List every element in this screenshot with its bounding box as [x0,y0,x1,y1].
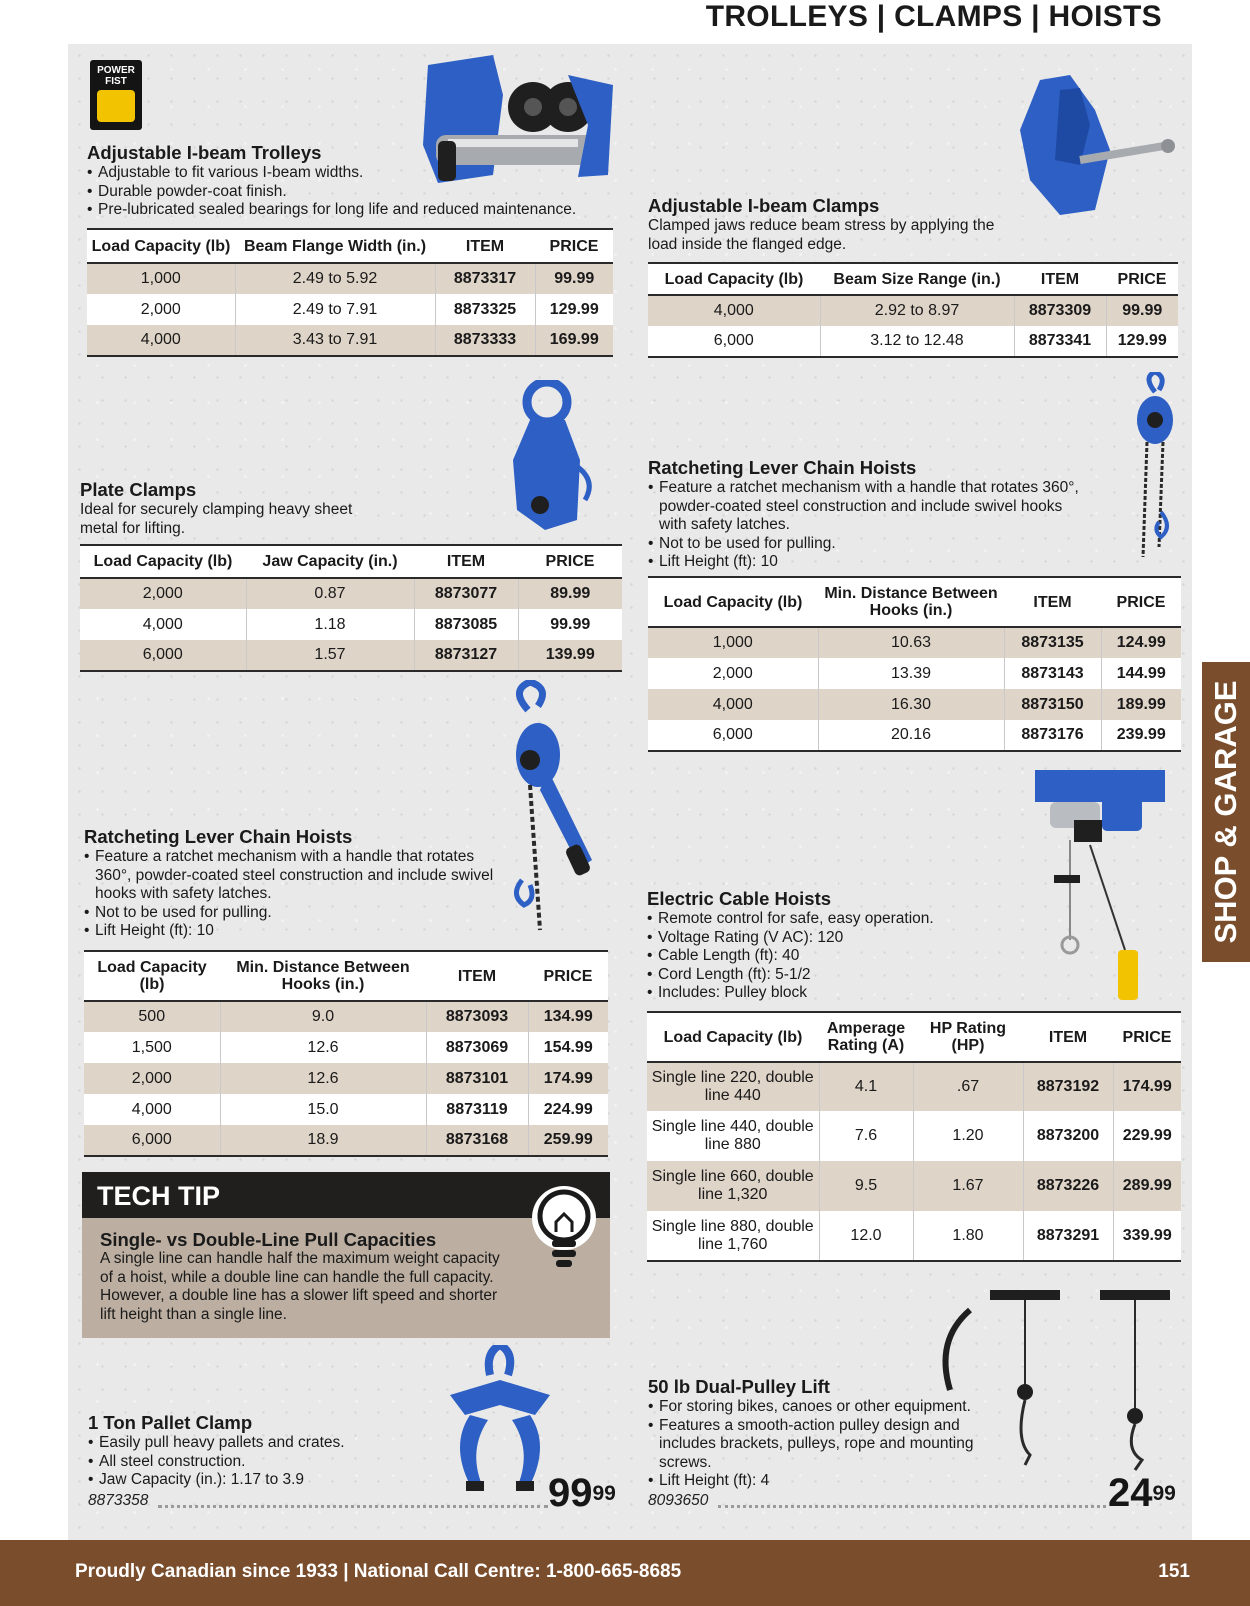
column-header: PRICE [528,951,608,1001]
table-row: 1,000 10.63 8873135 124.99 [648,627,1181,658]
table-row: 2,000 12.6 8873101 174.99 [84,1063,608,1094]
plate-clamp-image [505,380,600,535]
table-row: 4,000 1.18 8873085 99.99 [80,609,622,640]
column-header: PRICE [1106,263,1178,295]
column-header: PRICE [1113,1012,1181,1062]
table-row: 6,000 20.16 8873176 239.99 [648,720,1181,751]
trolleys-info [87,142,627,220]
dotted-leader [718,1505,1106,1508]
column-header: PRICE [535,229,613,263]
column-header: Jaw Capacity (in.) [246,545,414,578]
product-title: Plate Clamps [80,479,197,500]
feature-item: • Includes: Pulley block [647,984,1027,1003]
column-header: ITEM [1023,1012,1113,1062]
product-description: Clamped jaws reduce beam stress by applying the load inside the flanged edge. [648,217,995,253]
column-header: Load Capacity (lb) [647,1012,819,1062]
product-title: 50 lb Dual-Pulley Lift [648,1376,830,1397]
column-header: PRICE [518,545,622,578]
column-header: Load Capacity (lb) [80,545,246,578]
product-description: Ideal for securely clamping heavy sheet metal for lifting. [80,501,353,537]
feature-item: • Pre-lubricated sealed bearings for long life and reduced maintenance. [87,201,627,220]
chain-hoists-left-spec-table [84,950,608,1157]
logo-text: POWER FIST [97,65,135,87]
table-row: 2,000 13.39 8873143 144.99 [648,658,1181,689]
dotted-leader [158,1505,548,1508]
table-row: 500 9.0 8873093 134.99 [84,1001,608,1032]
table-row: 4,000 2.92 to 8.97 8873309 99.99 [648,295,1178,326]
plate-clamps-spec-table [80,544,622,672]
column-header: ITEM [1014,263,1106,295]
table-row: Single line 220, double line 440 4.1 .67 8873192 174.99 [647,1062,1181,1111]
column-header: PRICE [1101,577,1181,627]
column-header: Beam Flange Width (in.) [235,229,435,263]
beam-clamp-image [1010,70,1180,220]
price-tag [1108,1473,1176,1513]
item-number: 8873358 [88,1492,149,1509]
feature-item: • Easily pull heavy pallets and crates. [88,1434,428,1453]
feature-item: • Feature a ratchet mechanism with a handle that rotates 360°, powder-coated steel construction and include swivel hooks with safety latches. [84,848,504,904]
column-header: Load Capacity (lb) [648,263,820,295]
feature-item: • Features a smooth-action pulley design and includes brackets, pulleys, rope and mounting screws. [648,1417,1018,1473]
table-row: 4,000 15.0 8873119 224.99 [84,1094,608,1125]
product-title: Electric Cable Hoists [647,888,832,909]
feature-item: • Adjustable to fit various I-beam widths. [87,164,627,183]
column-header: Amperage Rating (A) [819,1012,913,1062]
table-row: 4,000 16.30 8873150 189.99 [648,689,1181,720]
product-title: Ratcheting Lever Chain Hoists [648,457,917,478]
section-side-tab [1202,662,1250,962]
table-row: 6,000 18.9 8873168 259.99 [84,1125,608,1156]
column-header: Beam Size Range (in.) [820,263,1014,295]
feature-item: • Cord Length (ft): 5-1/2 [647,966,1027,985]
table-row: 2,000 2.49 to 7.91 8873325 129.99 [87,294,613,325]
beam-clamps-info [648,195,1008,254]
feature-item: • Lift Height (ft): 10 [648,553,1088,572]
column-header: ITEM [414,545,518,578]
chain-hoists-right-spec-table [648,576,1181,752]
feature-list [84,848,504,941]
product-title: 1 Ton Pallet Clamp [88,1412,253,1433]
side-tab-label: SHOP & GARAGE [1208,680,1243,944]
tech-tip-box [82,1172,610,1338]
feature-item: • Jaw Capacity (in.): 1.17 to 3.9 [88,1471,428,1490]
column-header: ITEM [426,951,528,1001]
feature-item: • Feature a ratchet mechanism with a handle that rotates 360°, powder-coated steel construction and include swivel hooks with safety latches. [648,479,1088,535]
feature-list [647,910,1027,1003]
feature-item: • Lift Height (ft): 10 [84,922,504,941]
product-title: Adjustable I-beam Clamps [648,195,880,216]
feature-item: • Voltage Rating (V AC): 120 [647,929,1027,948]
feature-item: • Not to be used for pulling. [648,535,1088,554]
feature-item: • Cable Length (ft): 40 [647,947,1027,966]
tech-tip-heading: TECH TIP [82,1172,610,1218]
electric-hoists-info [647,888,1027,1003]
page-title: TROLLEYS | CLAMPS | HOISTS [705,0,1162,33]
electric-hoist-image [1030,765,1180,1005]
feature-item: • Not to be used for pulling. [84,904,504,923]
plate-clamps-info [80,479,380,538]
table-row: 6,000 3.12 to 12.48 8873341 129.99 [648,326,1178,357]
tech-tip-title: Single- vs Double-Line Pull Capacities [100,1229,437,1250]
price-cents: 99 [1152,1482,1176,1505]
column-header: Min. Distance Between Hooks (in.) [220,951,426,1001]
column-header: Min. Distance Between Hooks (in.) [818,577,1004,627]
feature-list [88,1434,428,1490]
pallet-clamp-image [440,1345,560,1500]
feature-item: • For storing bikes, canoes or other equipment. [648,1398,1018,1417]
column-header: Load Capacity (lb) [84,951,220,1001]
column-header: HP Rating (HP) [913,1012,1023,1062]
feature-list [87,164,627,220]
table-row: Single line 660, double line 1,320 9.5 1.67 8873226 289.99 [647,1161,1181,1211]
price-dollars: 24 [1108,1471,1153,1515]
feature-list [648,1398,1018,1491]
item-number: 8093650 [648,1492,709,1509]
tech-tip-body: A single line can handle half the maximum weight capacity of a hoist, while a double line can handle the full capacity. However, a double line has a slower lift speed and shorter lift height than a single line. [100,1250,500,1323]
table-row: 6,000 1.57 8873127 139.99 [80,640,622,671]
column-header: ITEM [435,229,535,263]
pulley-lift-info [648,1376,1018,1491]
electric-hoists-spec-table [647,1011,1181,1262]
product-title: Adjustable I-beam Trolleys [87,142,322,163]
page-number: 151 [1158,1561,1190,1582]
feature-item: • Durable powder-coat finish. [87,183,627,202]
price-dollars: 99 [548,1471,593,1515]
lever-hoist-image-left [500,680,600,940]
table-row: 1,000 2.49 to 5.92 8873317 99.99 [87,263,613,294]
table-row: Single line 880, double line 1,760 12.0 1.80 8873291 339.99 [647,1211,1181,1261]
footer-text: Proudly Canadian since 1933 | National Call Centre: 1-800-665-8685 [75,1561,682,1582]
feature-list [648,479,1088,572]
table-row: 1,500 12.6 8873069 154.99 [84,1032,608,1063]
fist-icon [97,90,135,122]
table-row: 2,000 0.87 8873077 89.99 [80,578,622,609]
feature-item: • Lift Height (ft): 4 [648,1472,1018,1491]
beam-clamps-spec-table [648,262,1178,358]
chain-hoist-image-right [1125,372,1185,567]
table-row: Single line 440, double line 880 7.6 1.20 8873200 229.99 [647,1111,1181,1161]
column-header: Load Capacity (lb) [87,229,235,263]
price-tag [548,1473,616,1513]
power-fist-logo [90,60,142,130]
chain-hoists-right-info [648,457,1088,572]
page-footer [0,1540,1250,1606]
chain-hoists-left-info [84,826,504,941]
table-row: 4,000 3.43 to 7.91 8873333 169.99 [87,325,613,356]
trolleys-spec-table [87,228,613,357]
price-cents: 99 [592,1482,616,1505]
lightbulb-icon [528,1182,600,1282]
feature-item: • Remote control for safe, easy operation. [647,910,1027,929]
feature-item: • All steel construction. [88,1453,428,1472]
pallet-clamp-info [88,1412,428,1490]
product-title: Ratcheting Lever Chain Hoists [84,826,353,847]
column-header: Load Capacity (lb) [648,577,818,627]
column-header: ITEM [1004,577,1101,627]
